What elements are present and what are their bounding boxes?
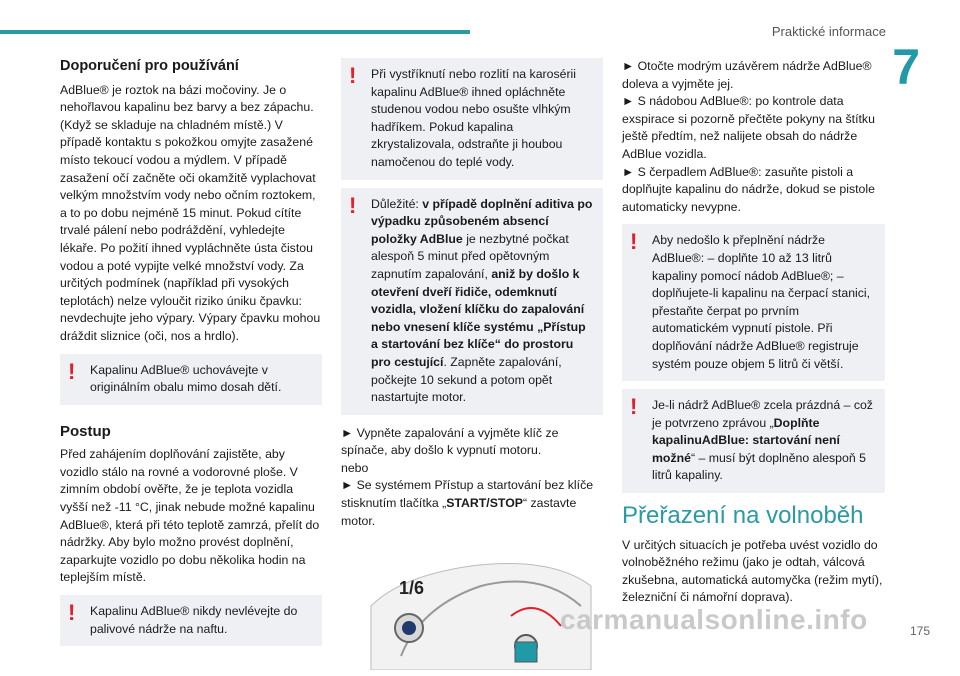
usage-heading: Doporučení pro používání	[60, 58, 239, 74]
notice-diesel	[60, 595, 322, 646]
procedure-heading: Postup	[60, 422, 111, 440]
notice-text: Důležité: v případě doplnění aditiva po výpadku způsobeném absencí položky AdBlue je nezbytné počkat alespoň 5 minut před opětovným zapnutím zapalování, aniž by došlo k otevření dveří řidiče, odemknutí vozidla, vložení klíčku do zapalování nebo vnesení klíče systému „Přístup a startování bez klíče“ do prostoru pro cestující. Zapněte zapalování, počkejte 10 sekund a potom opět nastartujte motor.	[371, 196, 593, 405]
page-number: 175	[909, 624, 930, 638]
notice-text: Při vystříknutí nebo rozlití na karosérii kapalinu AdBlue® ihned opláchněte studenou vodou nebo osušte vlhkým hadříkem. Pokud kapalina zkrystalizovala, odstraňte ji houbou namočenou do teplé vody.	[371, 67, 577, 169]
watermark: carmanualsonline.info	[560, 604, 868, 635]
step-pump: ► S čerpadlem AdBlue®: zasuňte pistoli a doplňujte kapalinu do nádrže, dokud se pistole automaticky nevypne.	[622, 164, 875, 214]
notice-text: Je-li nádrž AdBlue® zcela prázdná – což je potvrzeno zprávou „Doplňte kapalinuAdBlue: startování není možné“ – musí být doplněno alespoň 5 litrů kapaliny.	[652, 398, 873, 483]
usage-text: AdBlue® je roztok na bázi močoviny. Je o nehořlavou kapalinu bez barvy a bez zápachu. (Když se skladuje na chladném místě.) V případě kontaktu s pokožkou omyjte zasažené místo tekoucí vodou a mýdlem. V případě zasažení očí začněte oči okamžitě vyplachovat velkým množstvím vody nebo očním roztokem, a to po dobu nejméně 15 minut. Pokud cítíte trvalé pálení nebo podráždění, vyhledejte lékaře. Po požití ihned vypláchněte ústa čistou vodou a poté vypijte velké množství vody. Za určitých podmínek (například při vysokých teplotách) nelze vyloučit riziko úniku čpavku: nevdechujte jeho výpary. Výpary čpavku mohou dráždit sliznice (oči, nos a hrdlo).	[60, 82, 321, 343]
notice-empty-tank	[622, 389, 885, 493]
column-middle	[341, 58, 603, 676]
notice-text: Kapalinu AdBlue® uchovávejte v originálním obalu mimo dosah dětí.	[90, 362, 282, 395]
step-ignition-off: ► Vypněte zapalování a vyjměte klíč ze spínače, aby došlo k vypnutí motoru.	[341, 425, 559, 458]
header-rule	[0, 30, 470, 34]
illustration-label: 1/6	[399, 578, 425, 599]
notice-text: Kapalinu AdBlue® nikdy nevlévejte do palivové nádrže na naftu.	[90, 604, 298, 636]
notice-children	[60, 354, 322, 405]
section-title: Přeřazení na volnoběh	[622, 502, 864, 530]
step-cap: ► Otočte modrým uzávěrem nádrže AdBlue® doleva a vyjměte jej.	[622, 59, 872, 91]
warning-icon: !	[349, 63, 357, 88]
notice-text: Aby nedošlo k přeplnění nádrže AdBlue®: – doplňte 10 až 13 litrů kapaliny pomocí nádob AdBlue®; – doplňujete-li kapalinu na čerpací stanici, přestaňte čerpat po prvním automatickém vypnutí pistole. Při doplňování nádrže AdBlue® registruje systém pouze objem 5 litrů či větší.	[652, 233, 871, 371]
warning-icon: !	[68, 358, 76, 384]
chapter-number: 7	[892, 39, 920, 95]
section-header: Praktické informace	[771, 24, 886, 39]
warning-icon: !	[630, 394, 638, 420]
warning-icon: !	[68, 600, 76, 626]
column-right	[622, 58, 885, 607]
notice-spill	[341, 58, 603, 180]
step-container: ► S nádobou AdBlue®: po kontrole data exspirace si pozorně přečtěte pokyny na štítku ještě předtím, než nalijete obsah do nádrže AdBlue vozidla.	[622, 94, 875, 161]
step-or: nebo	[341, 460, 369, 475]
column-left	[60, 58, 322, 654]
notice-overfill	[622, 224, 885, 381]
step-start-stop: ► Se systémem Přístup a startování bez klíče stisknutím tlačítka „START/STOP“ zastavte motor.	[341, 478, 594, 528]
procedure-text: Před zahájením doplňování zajistěte, aby vozidlo stálo na rovné a vodorovné ploše. V zimním období ověřte, že je teplota vozidla vyšší než -11 °C, jinak nebude možné kapalinu AdBlue®, která při této teplotě zamrzá, přelít do nádržky. Aby bylo možno provést doplnění, zaparkujte vozidlo po dobu několika hodin na teplejším místě.	[60, 447, 320, 585]
section-text: V určitých situacích je potřeba uvést vozidlo do volnoběžného režimu (jako je odtah, válcová zkušebna, automatická automyčka (režim mytí), železniční či námořní doprava).	[622, 537, 883, 605]
warning-icon: !	[349, 192, 357, 218]
notice-important	[341, 188, 603, 415]
warning-icon: !	[630, 229, 638, 255]
